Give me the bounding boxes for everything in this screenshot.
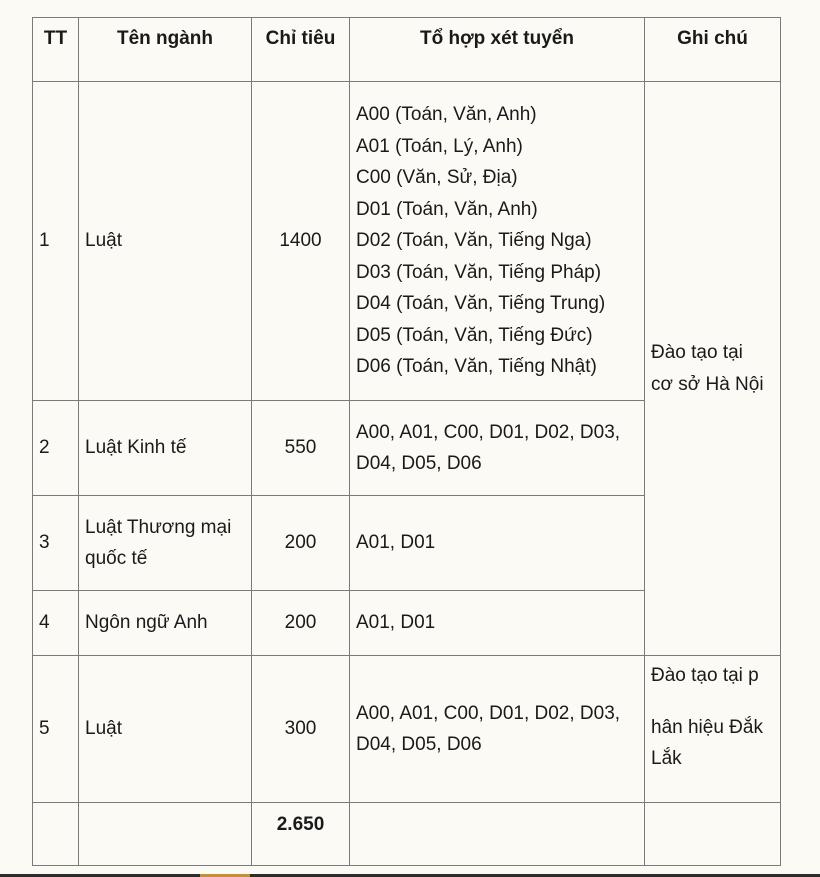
combo-line: D04 (Toán, Văn, Tiếng Trung)	[356, 293, 606, 315]
row-quota: 550	[252, 401, 350, 496]
row-tt: 2	[33, 401, 79, 496]
row-tt: 1	[33, 82, 79, 401]
note-line: Đào tạo tại p	[651, 665, 759, 686]
row-tt: 4	[33, 591, 79, 656]
note-line: hân hiệu Đắk	[651, 716, 763, 738]
total-name	[79, 803, 252, 866]
combo-line: D04, D05, D06	[356, 734, 482, 755]
combo-line: A00 (Toán, Văn, Anh)	[356, 104, 537, 126]
combo-line: D01 (Toán, Văn, Anh)	[356, 198, 538, 220]
note-hanoi	[645, 82, 781, 656]
name-line: Luật Thương mại	[85, 516, 232, 538]
row-name	[79, 496, 252, 591]
header-row	[33, 18, 781, 82]
total-quota: 2.650	[252, 803, 350, 866]
row-quota: 200	[252, 496, 350, 591]
header-note: Ghi chú	[645, 18, 781, 82]
combo-line: A00, A01, C00, D01, D02, D03,	[356, 421, 621, 443]
admissions-table	[32, 17, 781, 866]
header-tt: TT	[33, 18, 79, 82]
row-tt: 5	[33, 656, 79, 803]
note-line: Lắk	[651, 748, 682, 769]
combo-line: D02 (Toán, Văn, Tiếng Nga)	[356, 230, 592, 252]
table-row	[33, 82, 781, 401]
row-name: Luật	[79, 656, 252, 803]
combo-line: A00, A01, C00, D01, D02, D03,	[356, 702, 621, 724]
combo-line: D03 (Toán, Văn, Tiếng Pháp)	[356, 261, 602, 283]
row-name: Luật Kinh tế	[79, 401, 252, 496]
row-tt: 3	[33, 496, 79, 591]
row-name: Ngôn ngữ Anh	[79, 591, 252, 656]
row-quota: 200	[252, 591, 350, 656]
note-line: Đào tạo tại	[651, 342, 743, 363]
header-quota: Chỉ tiêu	[252, 18, 350, 82]
note-daklak	[645, 656, 781, 803]
total-tt	[33, 803, 79, 866]
row-combos	[350, 496, 645, 591]
total-row	[33, 803, 781, 866]
combo-line: A01, D01	[356, 532, 436, 554]
table-row	[33, 656, 781, 803]
row-quota: 300	[252, 656, 350, 803]
note-line: cơ sở Hà Nội	[651, 373, 764, 395]
combo-line: D04, D05, D06	[356, 453, 482, 474]
combo-line: A01, D01	[356, 612, 436, 634]
header-combos: Tổ hợp xét tuyển	[350, 18, 645, 82]
row-name: Luật	[79, 82, 252, 401]
name-line: quốc tế	[85, 548, 148, 569]
row-combos	[350, 401, 645, 496]
header-name: Tên ngành	[79, 18, 252, 82]
row-combos	[350, 656, 645, 803]
combo-line: A01 (Toán, Lý, Anh)	[356, 135, 523, 157]
combo-line: C00 (Văn, Sử, Địa)	[356, 167, 518, 189]
combo-line: D05 (Toán, Văn, Tiếng Đức)	[356, 324, 593, 346]
combo-line: D06 (Toán, Văn, Tiếng Nhật)	[356, 356, 597, 378]
row-quota: 1400	[252, 82, 350, 401]
total-combos	[350, 803, 645, 866]
row-combos	[350, 591, 645, 656]
row-combos	[350, 82, 645, 401]
total-note	[645, 803, 781, 866]
